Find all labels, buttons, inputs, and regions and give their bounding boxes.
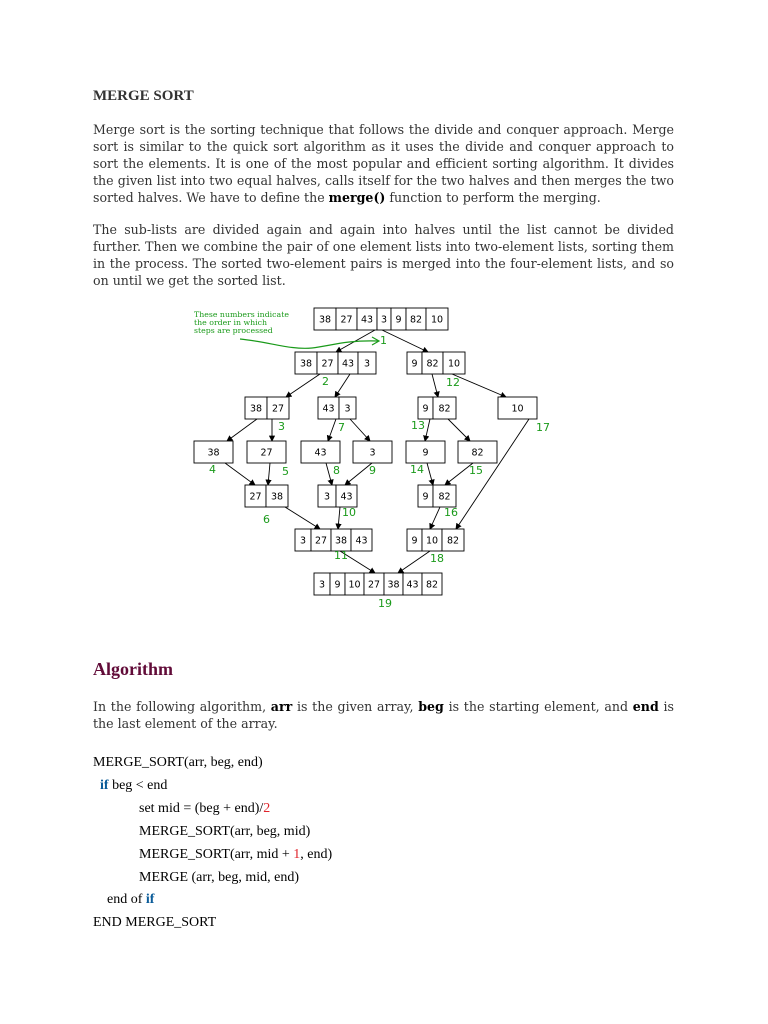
code-line-4: MERGE_SORT(arr, beg, mid) <box>139 824 311 839</box>
array-node <box>194 441 233 463</box>
step-label: 7 <box>338 421 345 434</box>
step-label: 18 <box>430 552 444 565</box>
diagram-arrow <box>328 419 336 441</box>
array-node <box>318 485 357 507</box>
array-cell-value: 38 <box>270 491 284 503</box>
intro-paragraph <box>93 121 674 206</box>
desc-bold-end: end <box>632 699 659 714</box>
array-cell-value: 9 <box>422 491 429 503</box>
array-node <box>458 441 497 463</box>
array-cell-value: 27 <box>260 447 273 459</box>
diagram-arrow <box>448 419 470 441</box>
array-cell-value: 43 <box>314 447 327 459</box>
step-label: 19 <box>378 597 392 610</box>
array-node <box>295 529 372 551</box>
array-cell-value: 10 <box>425 535 439 547</box>
diagram-arrow <box>432 374 438 397</box>
array-cell-value: 82 <box>438 403 451 415</box>
step-label: 5 <box>282 465 289 478</box>
array-node <box>498 397 537 419</box>
array-node <box>314 308 448 330</box>
diagram-step-labels <box>209 334 550 610</box>
array-cell-value: 43 <box>406 579 419 591</box>
array-cell-value: 3 <box>299 535 307 547</box>
diagram-arrow <box>268 463 270 485</box>
code-line-8: END MERGE_SORT <box>93 915 217 930</box>
code-line-7 <box>107 892 154 908</box>
array-node <box>318 397 356 419</box>
code-line-5 <box>139 847 332 863</box>
array-cell-value: 38 <box>334 535 348 547</box>
array-cell-value: 43 <box>341 358 355 370</box>
diagram-arrow <box>227 419 257 441</box>
array-cell-value: 9 <box>422 447 429 459</box>
diagram-arrow <box>425 419 430 441</box>
array-cell-value: 82 <box>438 491 451 503</box>
intro-text-2: function to perform the merging. <box>385 190 601 205</box>
diagram-arrow <box>430 507 440 529</box>
array-node <box>314 573 442 595</box>
desc-text: is the given array, <box>292 699 419 714</box>
array-node <box>418 485 456 507</box>
diagram-arrow <box>456 419 529 529</box>
array-cell-value: 9 <box>411 535 418 547</box>
array-node <box>406 441 445 463</box>
array-node <box>407 352 465 374</box>
array-cell-value: 3 <box>344 403 351 415</box>
annotation-line: steps are processed <box>194 326 273 335</box>
array-cell-value: 43 <box>360 314 374 326</box>
step-label: 4 <box>209 463 216 476</box>
array-cell-value: 10 <box>430 314 444 326</box>
intro-bold-merge: merge() <box>328 190 386 205</box>
array-cell-value: 9 <box>334 579 341 591</box>
code-line-1: MERGE_SORT(arr, beg, end) <box>93 755 263 770</box>
array-cell-value: 38 <box>387 579 400 591</box>
array-cell-value: 43 <box>322 403 335 415</box>
array-cell-value: 27 <box>321 358 334 370</box>
code-keyword-if: if <box>100 778 109 793</box>
desc-bold-arr: arr <box>270 699 293 714</box>
array-cell-value: 3 <box>363 358 371 370</box>
array-node <box>418 397 456 419</box>
array-node <box>245 397 289 419</box>
step-label: 12 <box>446 376 460 389</box>
code-line-6: MERGE (arr, beg, mid, end) <box>139 870 300 885</box>
array-cell-value: 10 <box>447 358 461 370</box>
array-cell-value: 3 <box>323 491 331 503</box>
step-label: 11 <box>334 549 348 562</box>
array-cell-value: 10 <box>511 403 524 415</box>
array-cell-value: 27 <box>249 491 262 503</box>
array-cell-value: 38 <box>207 447 220 459</box>
code-keyword-if: if <box>145 892 155 907</box>
step-label: 8 <box>333 464 340 477</box>
diagram-nodes <box>194 308 537 595</box>
array-cell-value: 43 <box>355 535 368 547</box>
array-cell-value: 38 <box>318 314 332 326</box>
desc-bold-beg: beg <box>418 699 444 714</box>
array-cell-value: 82 <box>425 579 439 591</box>
array-cell-value: 27 <box>367 579 381 591</box>
diagram-arrow <box>286 374 320 397</box>
array-cell-value: 3 <box>369 447 376 459</box>
code-text: end of <box>107 892 146 907</box>
array-cell-value: 82 <box>471 447 484 459</box>
array-cell-value: 9 <box>395 314 402 326</box>
step-label: 6 <box>263 513 270 526</box>
diagram-arrow <box>452 374 506 397</box>
array-cell-value: 10 <box>348 579 361 591</box>
array-node <box>407 529 464 551</box>
step-label: 15 <box>469 464 483 477</box>
sublist-paragraph: The sub-lists are divided again and again into halves until the list cannot be divided further. Then we combine the pair of one element lists into two-element lists, sorting them in the process. The sorted two-element pairs is merged into the four-element lists, and so on until we get the sorted list. <box>93 222 674 288</box>
array-cell-value: 9 <box>411 358 418 370</box>
diagram-arrow <box>338 507 340 529</box>
array-node <box>353 441 392 463</box>
step-label: 13 <box>411 419 425 432</box>
array-cell-value: 27 <box>271 403 285 415</box>
diagram-arrow <box>225 463 255 485</box>
diagram-arrow <box>398 551 430 573</box>
diagram-arrow <box>382 330 428 352</box>
diagram-arrow <box>350 419 370 441</box>
step-label: 14 <box>410 463 424 476</box>
array-cell-value: 27 <box>340 314 353 326</box>
array-node <box>301 441 340 463</box>
array-cell-value: 3 <box>318 579 326 591</box>
array-cell-value: 43 <box>340 491 353 503</box>
array-cell-value: 82 <box>409 314 423 326</box>
diagram-arrow <box>345 463 372 485</box>
annotation-line: These numbers indicate <box>194 310 289 319</box>
step-label: 3 <box>278 420 285 433</box>
algorithm-heading: Algorithm <box>93 659 173 679</box>
array-node <box>247 441 286 463</box>
code-text: set mid = (beg + end)/ <box>139 801 264 816</box>
step-label: 1 <box>380 334 387 347</box>
step-label: 9 <box>369 464 376 477</box>
array-cell-value: 82 <box>446 535 460 547</box>
diagram-arrow <box>427 463 433 485</box>
step-label: 10 <box>342 506 356 519</box>
page-title: MERGE SORT <box>93 88 194 104</box>
desc-text: is the starting element, and <box>443 699 633 714</box>
array-cell-value: 3 <box>380 314 388 326</box>
step-label: 16 <box>444 506 458 519</box>
array-node <box>245 485 288 507</box>
diagram-arrow <box>326 463 332 485</box>
annotation-line: the order in which <box>194 318 268 327</box>
desc-text: is the last element of the array. <box>93 699 674 731</box>
array-cell-value: 38 <box>299 358 313 370</box>
intro-text-1: Merge sort is the sorting technique that follows the divide and conquer approach. Merge sort is similar to the quick sort algorithm as it uses the divide and conquer approach to sort the elements. It is one of the most popular and efficient sorting algorithm. It divides the given list into two equal halves, calls itself for the two halves and then merges the two sorted halves. We have to define the <box>93 122 674 205</box>
code-text: beg < end <box>108 778 168 793</box>
diagram-arrow <box>335 374 350 397</box>
array-cell-value: 27 <box>314 535 328 547</box>
array-cell-value: 9 <box>422 403 429 415</box>
step-label: 17 <box>536 421 550 434</box>
algorithm-description <box>93 698 674 732</box>
merge-sort-diagram <box>188 300 568 615</box>
code-text: MERGE_SORT(arr, mid + <box>139 847 294 862</box>
array-node <box>295 352 376 374</box>
array-cell-value: 82 <box>426 358 439 370</box>
diagram-arrow <box>285 507 320 529</box>
step-label: 2 <box>322 375 329 388</box>
code-text: , end) <box>300 847 333 862</box>
desc-text: In the following algorithm, <box>93 699 271 714</box>
code-line-3 <box>139 801 270 817</box>
code-number: 1 <box>293 847 301 862</box>
code-line-2 <box>100 778 167 794</box>
array-cell-value: 38 <box>249 403 263 415</box>
code-number: 2 <box>263 801 271 816</box>
